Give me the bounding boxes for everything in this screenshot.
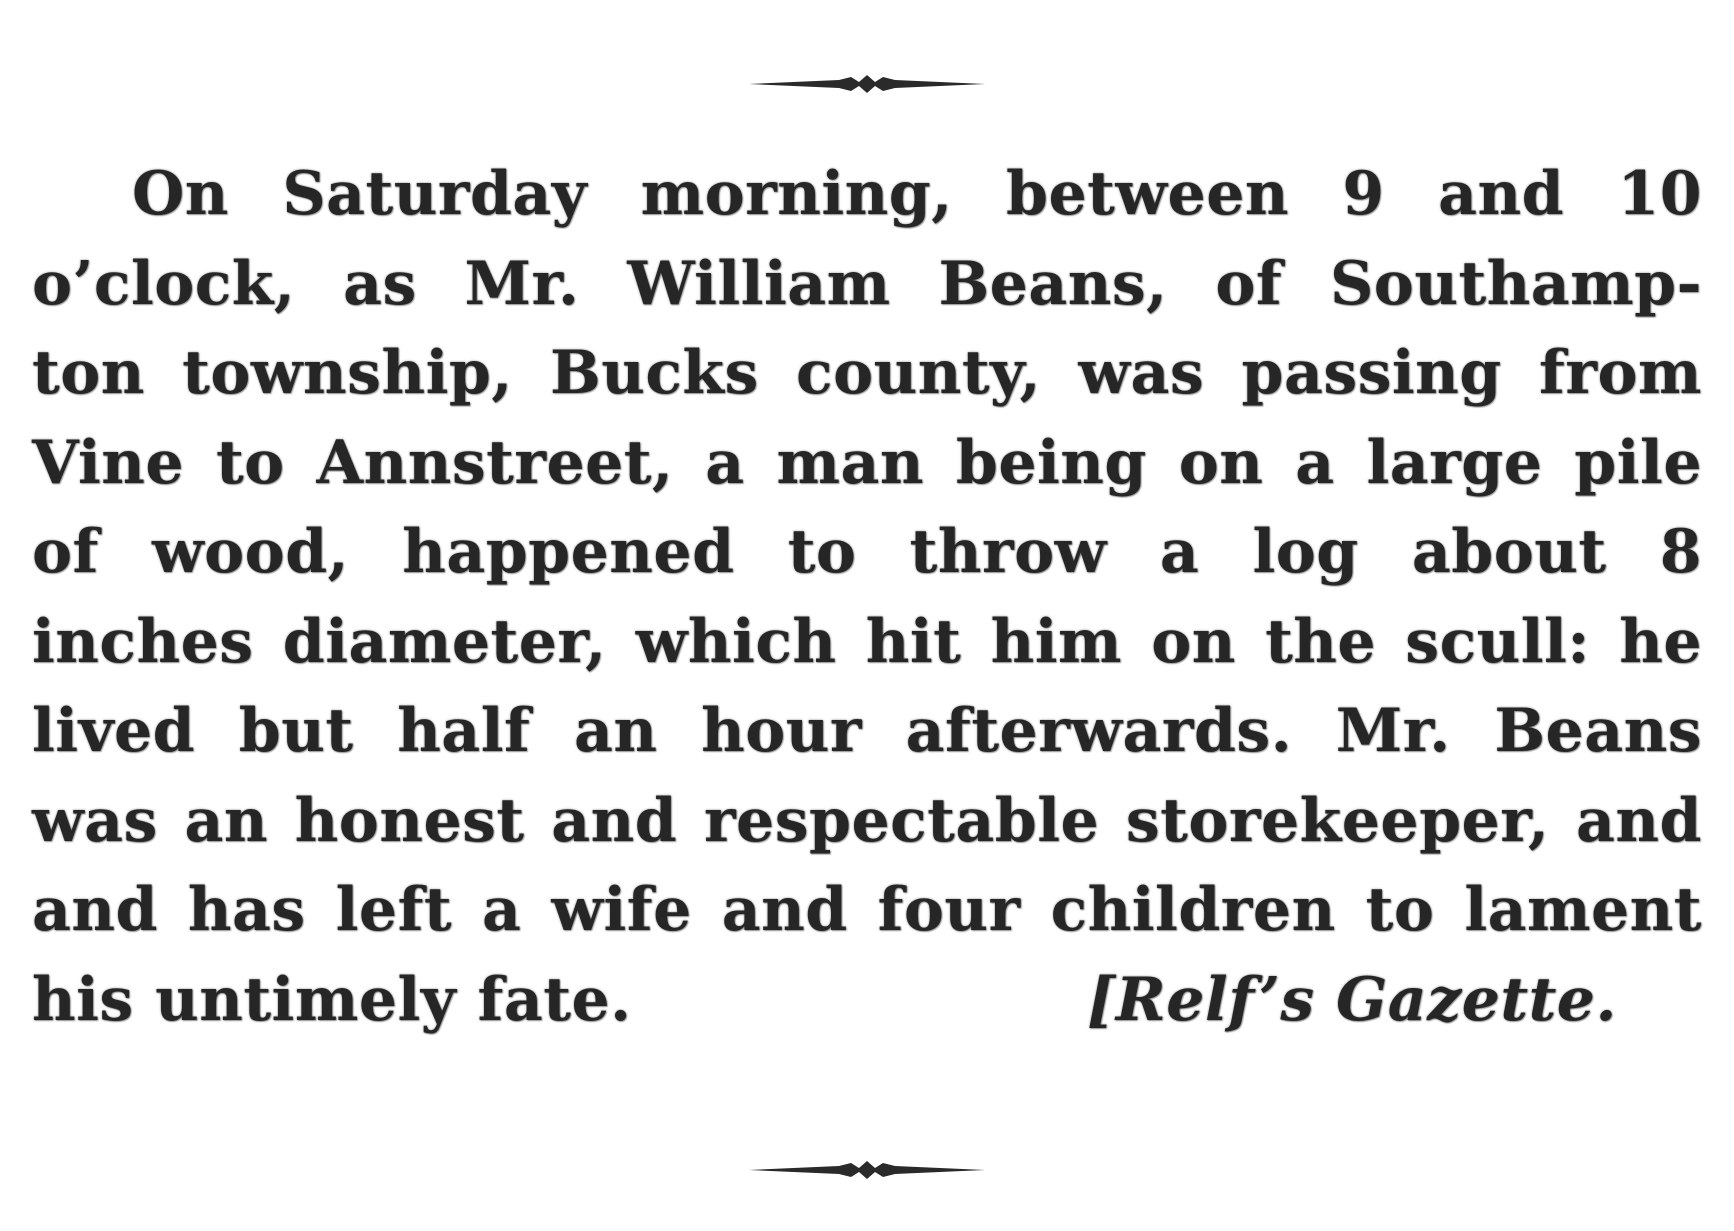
article-line: his untimely fate. [32, 964, 632, 1035]
article-line: Vine to Annstreet, a man being on a large pile [32, 427, 1702, 498]
ornament-rule-icon [747, 1158, 987, 1182]
article-line: inches diameter, which hit him on the scull: he [32, 606, 1702, 677]
article-line-last [32, 956, 1702, 1046]
source-attribution: [Relf’s Gazette. [1087, 964, 1617, 1035]
article-body [32, 150, 1702, 1045]
article-line: lived but half an hour afterwards. Mr. Beans [32, 696, 1702, 766]
article-line: was an honest and respectable storekeeper, and [32, 785, 1702, 856]
ornament-rule-icon [747, 72, 987, 96]
article-line: ton township, Bucks county, was passing from [32, 338, 1702, 408]
article-line: of wood, happened to throw a log about 8 [32, 517, 1702, 587]
article-line: and has left a wife and four children to lament [32, 875, 1702, 945]
article-line: o’clock, as Mr. William Beans, of Southamp- [32, 248, 1702, 319]
article-line: On Saturday morning, between 9 and 10 [132, 159, 1702, 229]
